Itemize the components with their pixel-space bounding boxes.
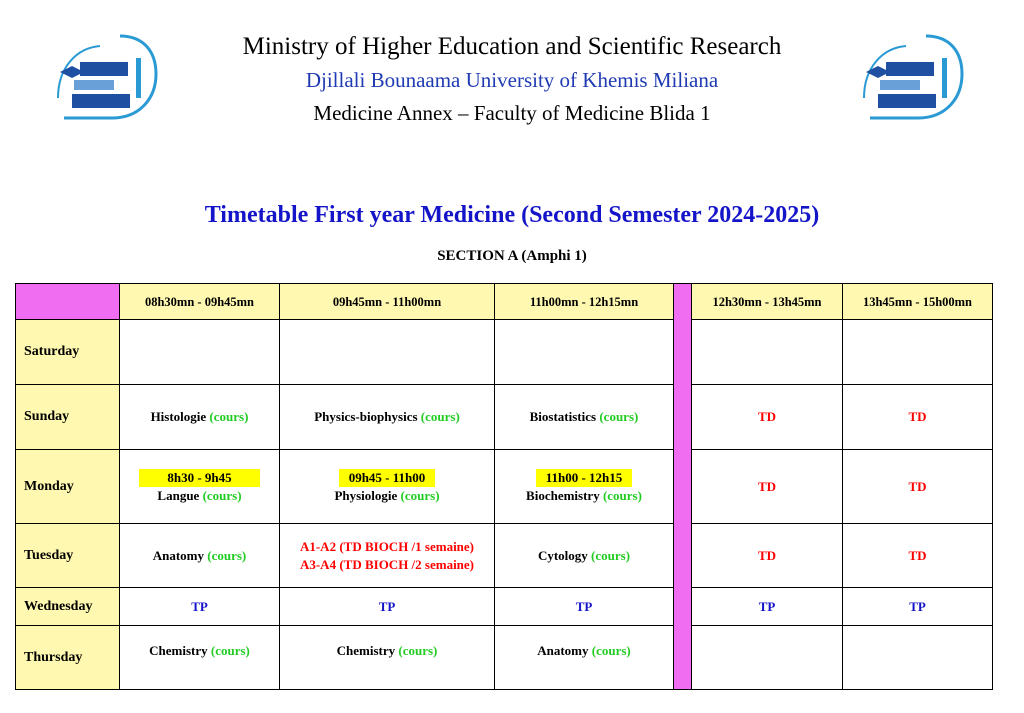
timetable-cell: [120, 524, 280, 588]
timetable-title: Timetable First year Medicine (Second Semester 2024-2025): [204, 202, 820, 228]
timetable-cell: [843, 320, 993, 385]
ministry-name: Ministry of Higher Education and Scientific Research: [242, 33, 782, 60]
course-name: Chemistry: [336, 643, 396, 658]
time-slot-header: 13h45mn - 15h00mn: [843, 284, 993, 320]
day-label: Wednesday: [16, 588, 120, 626]
timetable-cell: [280, 450, 495, 524]
header-row: [16, 284, 993, 320]
cours-tag: (cours): [398, 643, 438, 658]
highlighted-time: 8h30 - 9h45: [139, 469, 259, 487]
row-monday: [16, 450, 993, 524]
timetable-cell: [120, 450, 280, 524]
course-name: Langue: [157, 487, 200, 503]
timetable-cell: [280, 385, 495, 450]
annex-name: Medicine Annex – Faculty of Medicine Blida 1: [313, 101, 711, 125]
timetable-cell: [692, 626, 843, 690]
row-thursday: [16, 626, 993, 690]
tp-session: TP: [120, 588, 280, 626]
day-label: Saturday: [16, 320, 120, 385]
timetable-cell: [692, 320, 843, 385]
tp-session: TP: [692, 588, 843, 626]
cours-tag: (cours): [207, 547, 247, 563]
row-sunday: [16, 385, 993, 450]
course-name: Biochemistry: [526, 487, 600, 503]
td-session: TD: [692, 450, 843, 524]
time-slot-header: 09h45mn - 11h00mn: [280, 284, 495, 320]
timetable-cell: [495, 450, 674, 524]
cours-tag: (cours): [400, 487, 440, 503]
course-name: Physics-biophysics: [314, 409, 418, 424]
timetable-cell: [495, 320, 674, 385]
highlighted-time: 09h45 - 11h00: [339, 469, 436, 487]
td-session: TD: [843, 385, 993, 450]
time-slot-header: 12h30mn - 13h45mn: [692, 284, 843, 320]
timetable-cell: [495, 626, 674, 690]
cours-tag: (cours): [599, 409, 639, 424]
row-tuesday: [16, 524, 993, 588]
td-session: TD: [843, 524, 993, 588]
course-name: Anatomy: [152, 547, 205, 563]
timetable-cell: [843, 626, 993, 690]
td-session: TD: [692, 385, 843, 450]
timetable: [15, 283, 993, 690]
td-session: TD: [843, 450, 993, 524]
lunch-break-column: [674, 284, 692, 690]
timetable-cell: [120, 626, 280, 690]
td-group-a1-a2: A1-A2 (TD BIOCH /1 semaine): [299, 538, 475, 554]
course-name: Physiologie: [334, 487, 398, 503]
cours-tag: (cours): [210, 643, 250, 658]
tp-session: TP: [280, 588, 495, 626]
day-label: Monday: [16, 450, 120, 524]
time-slot-header: 08h30mn - 09h45mn: [120, 284, 280, 320]
timetable-cell: [120, 385, 280, 450]
timetable-cell: [280, 320, 495, 385]
cours-tag: (cours): [420, 409, 460, 424]
tp-session: TP: [843, 588, 993, 626]
university-name: Djillali Bounaama University of Khemis Miliana: [305, 68, 719, 92]
day-label: Thursday: [16, 626, 120, 690]
timetable-cell: [280, 626, 495, 690]
timetable-cell: [120, 320, 280, 385]
cours-tag: (cours): [602, 487, 642, 503]
timetable-cell: [495, 385, 674, 450]
time-slot-header: 11h00mn - 12h15mn: [495, 284, 674, 320]
timetable-cell: [495, 524, 674, 588]
highlighted-time: 11h00 - 12h15: [536, 469, 633, 487]
day-label: Sunday: [16, 385, 120, 450]
document-header: [0, 32, 1024, 128]
course-name: Cytology: [537, 547, 588, 563]
course-name: Histologie: [150, 409, 207, 424]
td-group-a3-a4: A3-A4 (TD BIOCH /2 semaine): [299, 556, 475, 572]
course-name: Anatomy: [537, 643, 589, 658]
cours-tag: (cours): [202, 487, 242, 503]
cours-tag: (cours): [209, 409, 249, 424]
row-saturday: [16, 320, 993, 385]
day-label: Tuesday: [16, 524, 120, 588]
cours-tag: (cours): [591, 547, 631, 563]
td-session: TD: [692, 524, 843, 588]
timetable-cell: [280, 524, 495, 588]
row-wednesday: [16, 588, 993, 626]
tp-session: TP: [495, 588, 674, 626]
corner-cell: [16, 284, 120, 320]
cours-tag: (cours): [591, 643, 631, 658]
section-label: SECTION A (Amphi 1): [437, 248, 587, 264]
course-name: Biostatistics: [529, 409, 597, 424]
course-name: Chemistry: [149, 643, 208, 658]
